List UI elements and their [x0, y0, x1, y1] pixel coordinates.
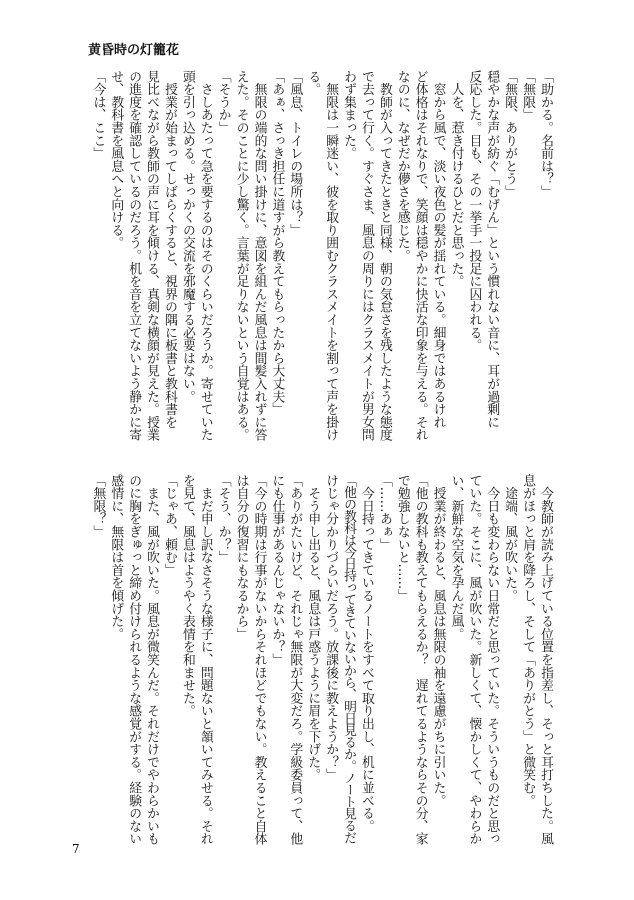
text-column: 窓から風で、淡い夜色の髪が揺れている。細身ではあるけれ: [430, 70, 446, 429]
text-column: 「じゃあ、頼む」: [161, 474, 177, 577]
text-column: 「他の教科も教えてもらえるか？ 遅れてるようならその分、家: [412, 474, 428, 846]
text-column: 息がほっと肩を降ろし、そして「ありがとう」と微笑む。: [520, 474, 536, 807]
text-column: 「助かる。名前は？」: [538, 70, 553, 198]
text-column: えた。そのことに少し驚く。言葉が足りないという自覚はある。: [233, 70, 249, 442]
text-column: ど体格はそれなりで、笑顔は穏やかに快活な印象を与える。それ: [412, 70, 428, 442]
page-number: 7: [72, 842, 80, 856]
text-column: い、新鮮な空気を孕んだ風。: [448, 474, 464, 641]
text-column: ていた。そこに、風が吹いた。新しくて、懐かしくて、やわらか: [466, 474, 482, 846]
text-column: 今日持ってきているノートをすべて取り出し、机に並べる。: [358, 474, 374, 833]
text-column: まだ申し訳なさそうな様子に、問題ないと頷いてみせる。それ: [197, 474, 213, 846]
text-column: 「そうか」: [215, 70, 231, 134]
text-column: 「風息、トイレの場所は？」: [287, 70, 303, 237]
text-column: 無限の端的な問い掛けに、意図を組んだ風息は間髪入れずに答: [251, 70, 267, 442]
text-column: そう申し出ると、風息は戸惑うように眉を下げた。: [305, 474, 321, 782]
text-column: 感情に、無限は首を傾げた。: [108, 474, 124, 641]
text-column: せ、教科書を風息へと向ける。: [108, 70, 124, 250]
text-column: で去って行く。すぐさま、風息の周りにはクラスメイトが男女問: [358, 70, 374, 442]
text-column: る。: [305, 70, 321, 96]
text-column: 見比べながら教師の声に耳を傾ける、真剣な横顔が見えた。授業: [144, 70, 160, 442]
text-column: 「今の時期は行事がないからそれほどでもない。教えること自体: [251, 474, 267, 846]
text-column: 「無限？」: [90, 474, 106, 538]
text-column: 「無限、ありがとう」: [502, 70, 518, 198]
text-column: 「……あぁ」: [376, 474, 392, 551]
text-column: 「あぁ、さっき担任に道すがら教えてもらったから大丈夫」: [269, 70, 285, 416]
text-column: 今日も変わらない日常だと思っていた。そういうものだと思っ: [484, 474, 500, 846]
text-column: の進度を確認しているのだろう。机を音を立てないよう静かに寄: [126, 70, 142, 442]
text-column: 途端、風が吹いた。: [502, 474, 518, 602]
text-column: 「ありがたいけど、それじゃ無限が大変だろ。学級委員って、他: [287, 474, 303, 846]
text-column: 授業が始まってしばらくすると、視界の隅に板書と教科書を: [161, 70, 177, 429]
text-column: にも仕事があるんじゃないか？」: [269, 474, 285, 666]
text-block-upper: [88, 70, 554, 444]
text-column: 頭を引っ込める。せっかくの交流を邪魔する必要はない。: [179, 70, 195, 403]
text-column: は自分の復習にもなるから」: [233, 474, 249, 641]
text-column: 授業が終わると、風息は無限の袖を遠慮がちに引いた。: [430, 474, 446, 807]
text-column: 無限は一瞬迷い、彼を取り囲むクラスメイトを割って声を掛け: [323, 70, 339, 442]
text-column: 「他の教科は今日持ってきていないから、明日見るか。ノート見るだ: [341, 474, 357, 843]
text-block-lower: [88, 474, 554, 848]
text-column: のに胸をぎゅっと締め付けられるような感覚がする。経験のない: [126, 474, 142, 846]
text-column: 今教師が読み上げている位置を指差し、そっと耳打ちした。風: [538, 474, 553, 846]
running-title: 黄昏時の灯籠花: [88, 43, 180, 58]
text-column: なのに、なぜだか儚さを感じた。: [394, 70, 410, 262]
text-column: で勉強しないと……」: [394, 474, 410, 602]
text-column: 「今は、ここ」: [90, 70, 106, 160]
text-column: 人を、惹き付けるひとだと思った。: [448, 70, 464, 288]
text-column: 「そう、か？」: [215, 474, 231, 564]
text-column: を見て、風息はようやく表情を和ませた。: [179, 474, 195, 718]
text-column: 反応した。目も、その一挙手一投足に囚われる。: [466, 70, 482, 352]
text-column: さしあたって急を要するのはそのくらいだろうか。寄せていた: [197, 70, 213, 442]
text-column: けじゃ分かりづらいだろう。放課後に教えようか？」: [323, 474, 339, 782]
text-column: わず集まった。: [341, 70, 357, 160]
text-column: 教師が入ってきたときと同様、朝の気怠さを残したような態度: [376, 70, 392, 442]
text-column: 穏やかな声が紡ぐ「むげん」という慣れない音に、耳が過剰に: [484, 70, 500, 429]
text-column: 「無限」: [520, 70, 536, 122]
text-column: また、風が吹いた。風息が微笑んだ。それだけでやわらかいも: [144, 474, 160, 846]
